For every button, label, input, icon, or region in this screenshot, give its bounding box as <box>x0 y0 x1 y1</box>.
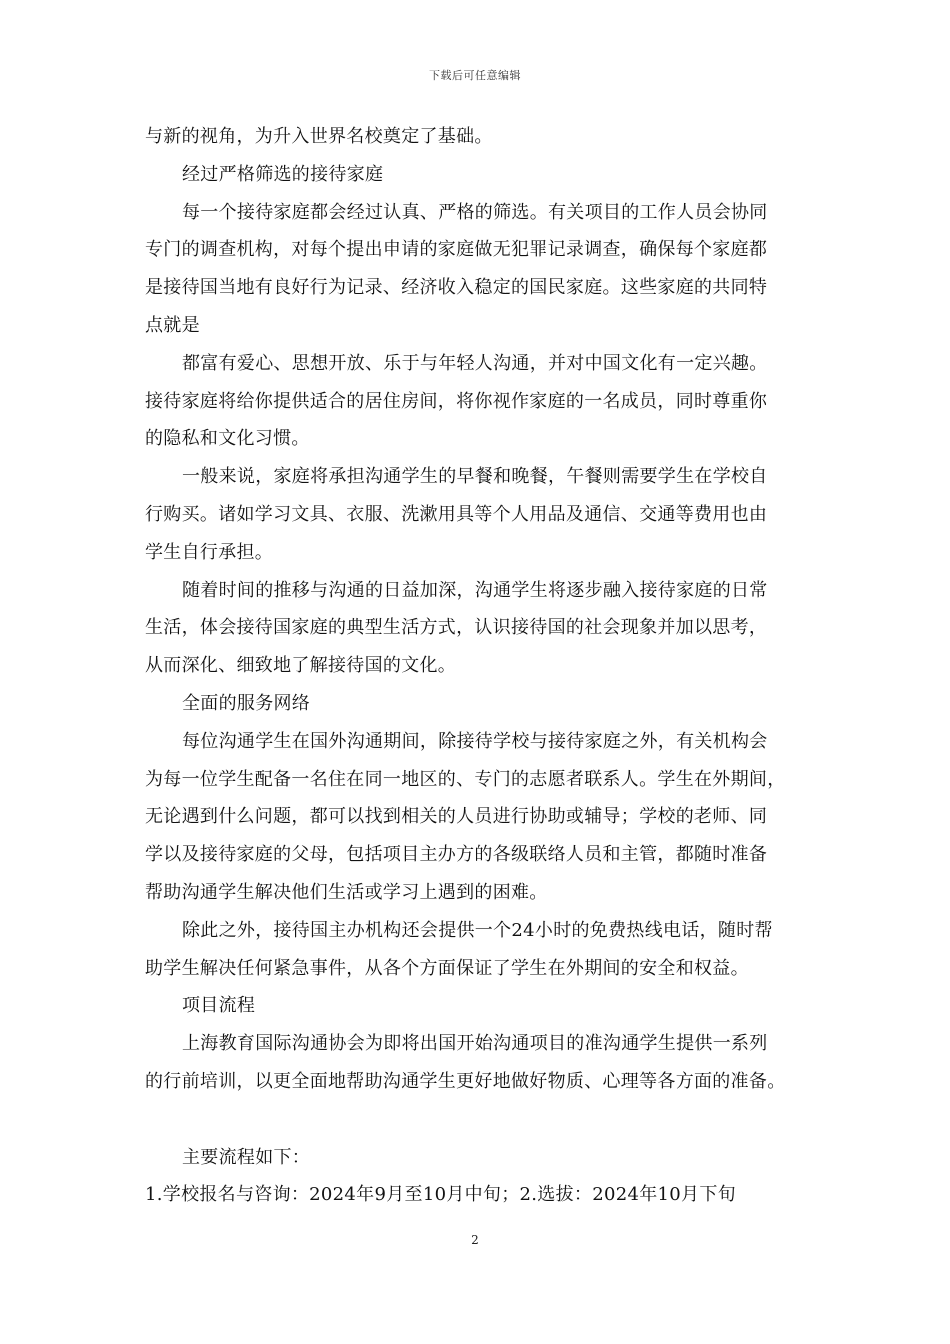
paragraph-line: 行购买。诸如学习文具、衣服、洗漱用具等个人用品及通信、交通等费用也由 <box>145 503 768 525</box>
paragraph-line: 1.学校报名与咨询：2024年9月至10月中旬；2.选拔：2024年10月下旬 <box>145 1184 736 1206</box>
paragraph-line: 主要流程如下： <box>182 1146 311 1168</box>
paragraph-line: 每一个接待家庭都会经过认真、严格的筛选。有关项目的工作人员会协同 <box>182 201 768 223</box>
paragraph-line: 帮助沟通学生解决他们生活或学习上遇到的困难。 <box>145 881 548 903</box>
paragraph-line: 每位沟通学生在国外沟通期间，除接待学校与接待家庭之外，有关机构会 <box>182 730 768 752</box>
paragraph-line: 的隐私和文化习惯。 <box>145 428 310 450</box>
paragraph-line: 专门的调查机构，对每个提出申请的家庭做无犯罪记录调查，确保每个家庭都 <box>145 239 768 261</box>
paragraph-line: 点就是 <box>145 314 200 336</box>
section-heading: 全面的服务网络 <box>182 692 311 714</box>
paragraph-line: 为每一位学生配备一名住在同一地区的、专门的志愿者联系人。学生在外期间， <box>145 768 786 790</box>
paragraph-line: 从而深化、细致地了解接待国的文化。 <box>145 655 457 677</box>
paragraph-line: 接待家庭将给你提供适合的居住房间，将你视作家庭的一名成员，同时尊重你 <box>145 390 768 412</box>
paragraph-line: 是接待国当地有良好行为记录、经济收入稳定的国民家庭。这些家庭的共同特 <box>145 277 768 299</box>
paragraph-line: 一般来说，家庭将承担沟通学生的早餐和晚餐，午餐则需要学生在学校自 <box>182 466 768 488</box>
page-number: 2 <box>471 1233 479 1247</box>
paragraph-line: 学以及接待家庭的父母，包括项目主办方的各级联络人员和主管，都随时准备 <box>145 844 768 866</box>
paragraph-line: 学生自行承担。 <box>145 541 274 563</box>
paragraph-line: 除此之外，接待国主办机构还会提供一个24小时的免费热线电话，随时帮 <box>182 919 773 941</box>
paragraph-line: 助学生解决任何紧急事件，从各个方面保证了学生在外期间的安全和权益。 <box>145 957 749 979</box>
section-heading: 项目流程 <box>182 995 256 1017</box>
paragraph-line: 无论遇到什么问题，都可以找到相关的人员进行协助或辅导；学校的老师、同 <box>145 806 768 828</box>
section-heading: 经过严格筛选的接待家庭 <box>182 163 384 185</box>
paragraph-line: 与新的视角，为升入世界名校奠定了基础。 <box>145 126 493 147</box>
blank-line <box>145 1101 810 1139</box>
paragraph-line: 上海教育国际沟通协会为即将出国开始沟通项目的准沟通学生提供一系列 <box>182 1033 768 1055</box>
paragraph-line: 的行前培训，以更全面地帮助沟通学生更好地做好物质、心理等各方面的准备。 <box>145 1070 786 1092</box>
page-header: 下载后可任意编辑 <box>429 69 521 82</box>
paragraph-line: 生活，体会接待国家庭的典型生活方式，认识接待国的社会现象并加以思考， <box>145 617 768 639</box>
body-text <box>145 118 810 1214</box>
paragraph-line: 都富有爱心、思想开放、乐于与年轻人沟通，并对中国文化有一定兴趣。 <box>182 352 768 374</box>
paragraph-line: 随着时间的推移与沟通的日益加深，沟通学生将逐步融入接待家庭的日常 <box>182 579 768 601</box>
